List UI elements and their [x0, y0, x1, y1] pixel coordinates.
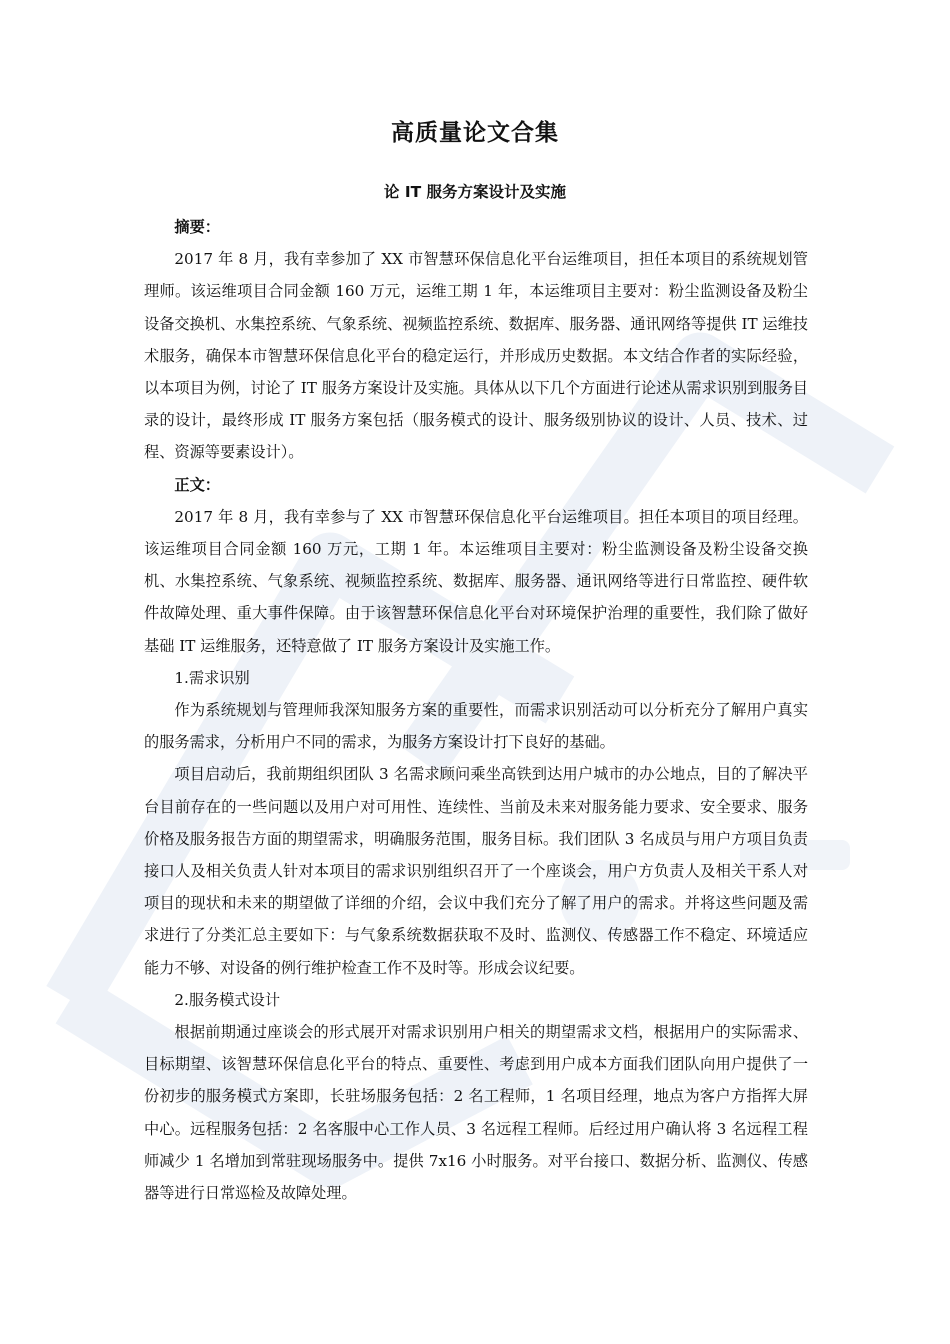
section2-paragraph: 根据前期通过座谈会的形式展开对需求识别用户相关的期望需求文档，根据用户的实际需求、目标期望、该智慧环保信息化平台的特点、重要性、考虑到用户成本方面我们团队向用户提供了一份初步的服务模式方案即，长驻场服务包括：2 名工程师，1 名项目经理，地点为客户方指挥大屏中心。远程服务包括：2 名客服中心工作人员、3 名远程工程师。后经过用户确认将 3 名远程工程师减少 1 名增加到常驻现场服务中。提供 7x16 小时服务。对平台接口、数据分析、监测仪、传感器等进行日常巡检及故障处理。 [144, 1023, 808, 1203]
section1-paragraph: 项目启动后，我前期组织团队 3 名需求顾问乘坐高铁到达用户城市的办公地点，目的了解决平台目前存在的一些问题以及用户对可用性、连续性、当前及未来对服务能力要求、安全要求、服务价格及服务报告方面的期望需求，明确服务范围，服务目标。我们团队 3 名成员与用户方项目负责接口人及相关负责人针对本项目的需求识别组织召开了一个座谈会，用户方负责人及相关干系人对项目的现状和未来的期望做了详细的介绍，会议中我们充分了解了用户的需求。并将这些问题及需求进行了分类汇总主要如下：与气象系统数据获取不及时、监测仪、传感器工作不稳定、环境适应能力不够、对设备的例行维护检查工作不及时等。形成会议纪要。 [144, 765, 808, 977]
abstract-paragraph: 2017 年 8 月，我有幸参加了 XX 市智慧环保信息化平台运维项目，担任本项目的系统规划管理师。该运维项目合同金额 160 万元，运维工期 1 年，本运维项目主要对：粉尘监测设备及粉尘设备交换机、水集控系统、气象系统、视频监控系统、数据库、服务器、通讯网络等提供 IT 运维技术服务，确保本市智慧环保信息化平台的稳定运行，并形成历史数据。本文结合作者的实际经验，以本项目为例，讨论了 IT 服务方案设计及实施。具体从以下几个方面进行论述从需求识别到服务目录的设计，最终形成 IT 服务方案包括（服务模式的设计、服务级别协议的设计、人员、技术、过程、资源等要素设计）。 [144, 250, 808, 462]
section2-heading: 2.服务模式设计 [174, 990, 281, 1009]
section1-heading: 1.需求识别 [174, 668, 250, 687]
body-paragraph: 2017 年 8 月，我有幸参与了 XX 市智慧环保信息化平台运维项目。担任本项目的项目经理。该运维项目合同金额 160 万元，工期 1 年。本运维项目主要对：粉尘监测设备及粉尘设备交换机、水集控系统、气象系统、视频监控系统、数据库、服务器、通讯网络等进行日常监控、硬件软件故障处理、重大事件保障。由于该智慧环保信息化平台对环境保护治理的重要性，我们除了做好基础 IT 运维服务，还特意做了 IT 服务方案设计及实施工作。 [144, 507, 808, 655]
body-label: 正文： [174, 475, 220, 494]
essay-title: 论 IT 服务方案设计及实施 [383, 183, 567, 201]
document-content [144, 211, 808, 1209]
section1-paragraph: 作为系统规划与管理师我深知服务方案的重要性，而需求识别活动可以分析充分了解用户真实的服务需求，分析用户不同的需求，为服务方案设计打下良好的基础。 [144, 701, 808, 752]
document-title: 高质量论文合集 [391, 120, 559, 146]
abstract-label: 摘要： [174, 218, 220, 236]
